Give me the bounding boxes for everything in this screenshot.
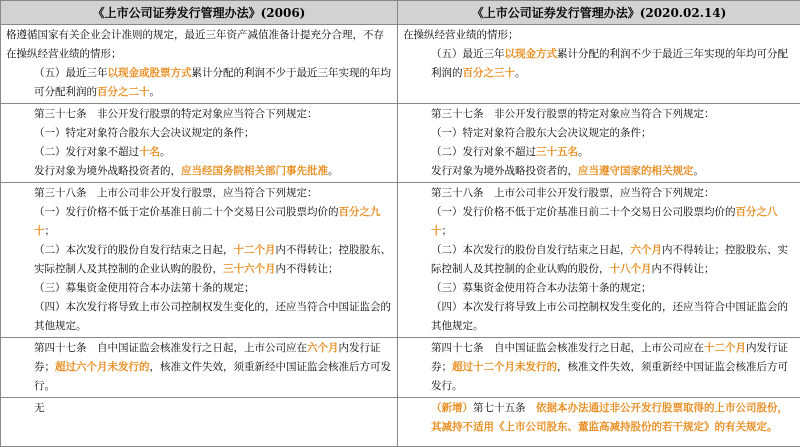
highlight-text: 十二个月 [704,342,746,354]
text-line [403,162,796,181]
text-span: （二）发行对象不超过 [34,146,139,158]
text-line [403,241,796,279]
text-line [6,339,393,396]
cell-right [398,183,800,338]
text-span: （二）发行对象不超过 [431,146,536,158]
text-line [403,203,796,241]
text-line [403,143,796,162]
header-row [1,1,800,25]
highlight-text: 百分之三十 [463,67,516,79]
text-span: （一）发行价格不低于定价基准日前二十个交易日公司股票均价的 [34,206,339,218]
cell-left [1,104,398,183]
text-span: 发行对象为境外战略投资者的， [431,165,578,177]
article-heading: 第三十八条 上市公司非公开发行股票，应当符合下列规定： [6,184,393,203]
cell-right [398,338,800,398]
text-line [403,399,796,437]
text-span: ，核准文件失效，须重新经中国证监会核准后方可发行。 [34,361,391,392]
text-span: 。 [150,86,161,98]
text-span: 。 [578,146,589,158]
text-line [6,143,393,162]
highlight-text: 百分之八十 [431,206,778,237]
highlight-text: 百分之二十 [97,86,150,98]
text-span: 累计分配的利润不少于最近三年实现的年均可分配利润的 [34,67,391,98]
text-span: ； [45,225,56,237]
article-heading: 第三十八条 上市公司非公开发行股票，应当符合下列规定： [403,184,796,203]
highlight-text: 以现金方式 [505,48,558,60]
table-row [1,183,800,338]
text-span: 。 [328,165,339,177]
text-span: 内不得转让；控股股东、实际控制人及其控制的企业认购的股份， [34,244,391,275]
article-heading: 第三十七条 非公开发行股票的特定对象应当符合下列规定： [6,105,393,124]
text-span: 第七十五条 [473,402,536,414]
highlight-text: 百分之九十 [34,206,381,237]
highlight-text: 三十六个月 [223,263,276,275]
highlight-text: 三十五名 [536,146,578,158]
text-span: 。 [515,67,526,79]
highlight-text: 十八个月 [610,263,652,275]
text-line [6,64,393,102]
highlight-text: 依据本办法通过非公开发行股票取得的上市公司股份，其减持不适用《上市公司股东、董监高减持股份的若干规定》的有关规定。 [431,402,788,433]
text-line [403,339,796,396]
highlight-text: 六个月 [631,244,663,256]
text-span: （一）发行价格不低于定价基准日前二十个交易日公司股票均价的 [431,206,736,218]
text-line: 格遵循国家有关企业会计准则的规定，最近三年资产减值准备计提充分合理，不存在操纵经营业绩的情形； [6,26,393,64]
cell-left [1,183,398,338]
highlight-text: 十二个月 [234,244,276,256]
text-span: （五）最近三年 [431,48,505,60]
cell-right [398,104,800,183]
text-line: （四）本次发行将导致上市公司控制权发生变化的，还应当符合中国证监会的其他规定。 [403,298,796,336]
text-span: ，核准文件失效，须重新经中国证监会核准后方可发行。 [431,361,788,392]
none-text: 无 [6,399,393,418]
text-span: 内不得转让；控股股东、实际控制人及其控制的企业认购的股份， [431,244,788,275]
article-heading: 第三十七条 非公开发行股票的特定对象应当符合下列规定： [403,105,796,124]
text-line [6,162,393,181]
text-span: 累计分配的利润不少于最近三年实现的年均可分配利润的 [431,48,788,79]
text-line [6,241,393,279]
text-span: 内不得转让； [276,263,339,275]
text-span: ； [442,225,453,237]
text-line [6,203,393,241]
text-line: （三）募集资金使用符合本办法第十条的规定； [403,279,796,298]
text-span: 。 [160,146,171,158]
highlight-text: 超过六个月未发行的 [55,361,150,373]
table-row [1,25,800,104]
highlight-text: 超过十二个月未发行的 [452,361,557,373]
text-line: （四）本次发行将导致上市公司控制权发生变化的，还应当符合中国证监会的其他规定。 [6,298,393,336]
new-tag: （新增） [431,402,473,414]
text-line: 在操纵经营业绩的情形； [403,26,796,45]
text-span: （二）本次发行的股份自发行结束之日起， [34,244,234,256]
cell-right [398,398,800,447]
text-span: 内发行证券； [34,342,381,373]
text-span: 第四十七条 自中国证监会核准发行之日起，上市公司应在 [34,342,307,354]
table-row [1,398,800,447]
header-left: 《上市公司证券发行管理办法》(2006) [1,1,398,25]
table-row [1,338,800,398]
cell-left [1,338,398,398]
highlight-text: 六个月 [307,342,339,354]
text-line: （一）特定对象符合股东大会决议规定的条件； [6,124,393,143]
cell-left [1,398,398,447]
text-line: （一）特定对象符合股东大会决议规定的条件； [403,124,796,143]
highlight-text: 应当经国务院相关部门事先批准 [181,165,328,177]
text-span: 。 [694,165,705,177]
text-span: 内发行证券； [431,342,788,373]
highlight-text: 十名 [139,146,160,158]
text-span: （二）本次发行的股份自发行结束之日起， [431,244,631,256]
text-span: 内不得转让； [652,263,715,275]
cell-left [1,25,398,104]
text-line: （三）募集资金使用符合本办法第十条的规定； [6,279,393,298]
highlight-text: 应当遵守国家的相关规定 [578,165,694,177]
table-row [1,104,800,183]
text-span: 发行对象为境外战略投资者的， [34,165,181,177]
text-span: 第四十七条 自中国证监会核准发行之日起，上市公司应在 [431,342,704,354]
text-span: （五）最近三年 [34,67,108,79]
cell-right [398,25,800,104]
header-right: 《上市公司证券发行管理办法》(2020.02.14) [398,1,800,25]
text-line [403,45,796,83]
highlight-text: 以现金或股票方式 [108,67,192,79]
